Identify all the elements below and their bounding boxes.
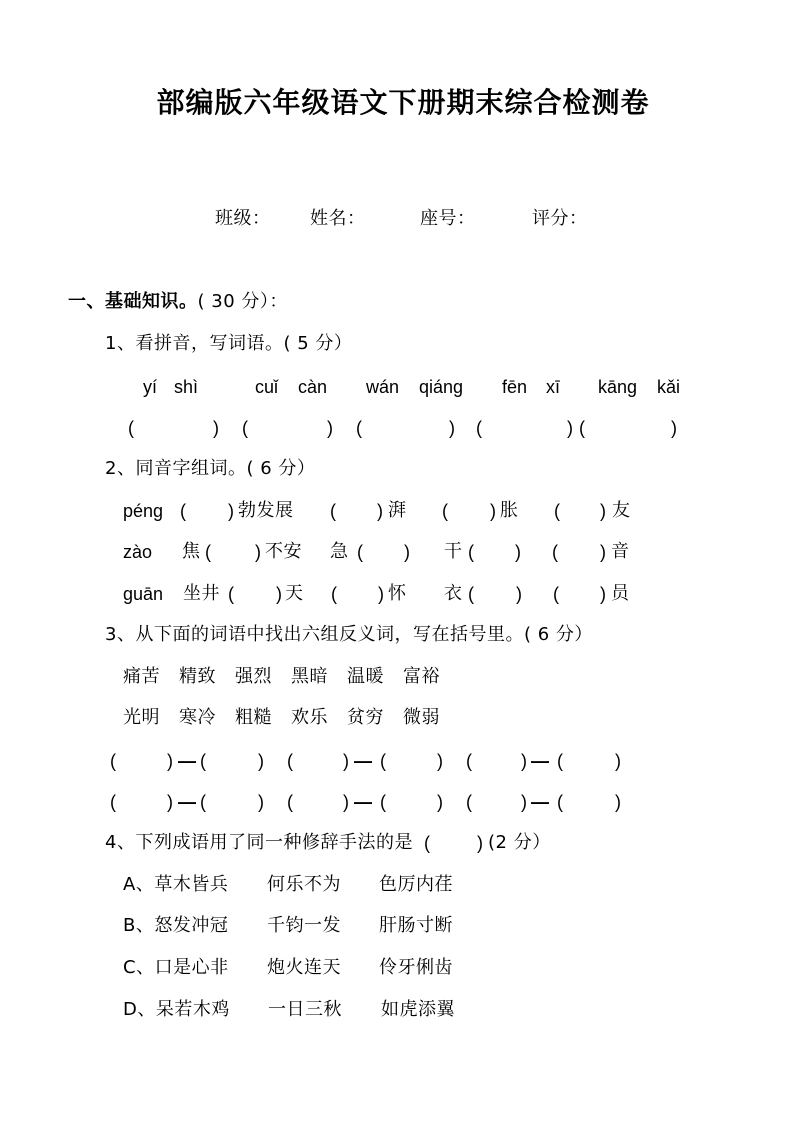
- word-option: 痛苦: [123, 666, 160, 687]
- class-label: 班级：: [215, 208, 271, 229]
- pinyin-syllable: qiáng: [419, 377, 464, 397]
- option-letter: C、: [123, 957, 155, 978]
- student-info-row: [0, 207, 794, 231]
- blank-open-paren: (: [200, 751, 206, 771]
- blank-close-paren: ): [615, 792, 621, 812]
- blank-close-paren: ): [671, 418, 677, 438]
- blank-open-paren: (: [242, 418, 248, 438]
- pair-dash: —: [354, 751, 372, 771]
- q3-prompt-row: [0, 623, 794, 647]
- idiom: 呆若木鸡: [155, 999, 230, 1020]
- blank-close-paren: ): [490, 501, 496, 521]
- pair-dash: —: [531, 792, 549, 812]
- blank-close-paren: ): [167, 792, 173, 812]
- q2-prompt-row: [0, 457, 794, 481]
- word-option: 欢乐: [291, 707, 328, 728]
- pinyin-syllable: xī: [546, 377, 561, 397]
- q1-prompt-row: [0, 332, 794, 356]
- pinyin-syllable: càn: [298, 377, 328, 397]
- blank-close-paren: ): [228, 501, 234, 521]
- word-option: 光明: [123, 707, 160, 728]
- blank-close-paren: ): [600, 584, 606, 604]
- word-fragment: 坐井: [183, 583, 220, 604]
- q3-word-row-1: [0, 665, 794, 689]
- word-fragment: 焦: [182, 541, 201, 562]
- homophone-pinyin: zào: [123, 542, 153, 562]
- pinyin-syllable: yí: [143, 377, 158, 397]
- blank-close-paren: ): [437, 792, 443, 812]
- q1-prompt: 1、看拼音，写词语。( 5 分）: [105, 333, 353, 354]
- name-label: 姓名：: [310, 208, 366, 229]
- blank-open-paren: (: [468, 542, 474, 562]
- blank-close-paren: ): [449, 418, 455, 438]
- blank-open-paren: (: [380, 792, 386, 812]
- idiom: 如虎添翼: [381, 999, 455, 1020]
- blank-open-paren: (: [331, 584, 337, 604]
- blank-close-paren: ): [167, 751, 173, 771]
- blank-close-paren: ): [343, 792, 349, 812]
- blank-close-paren: ): [255, 542, 261, 562]
- word-fragment: 不安: [265, 541, 302, 562]
- homophone-pinyin: péng: [123, 501, 164, 521]
- option-letter: B、: [123, 915, 155, 936]
- pinyin-syllable: kǎi: [657, 377, 681, 397]
- blank-close-paren: ): [258, 792, 264, 812]
- pair-dash: —: [178, 751, 196, 771]
- q4-option-c: [0, 956, 794, 980]
- blank-open-paren: (: [579, 418, 585, 438]
- q4-prompt: 4、下列成语用了同一种修辞手法的是: [105, 832, 413, 853]
- idiom: 草木皆兵: [154, 874, 229, 895]
- idiom: 何乐不为: [267, 874, 341, 895]
- option-first-group: [123, 956, 229, 980]
- idiom: 肝肠寸断: [379, 915, 453, 936]
- q4-option-a: [0, 873, 794, 897]
- word-option: 强烈: [235, 666, 272, 687]
- section-1-heading: 一、基础知识。: [68, 291, 198, 312]
- blank-open-paren: (: [424, 833, 430, 853]
- blank-close-paren: ): [600, 501, 606, 521]
- blank-close-paren: ): [515, 542, 521, 562]
- word-fragment: 天: [285, 583, 304, 604]
- pair-dash: —: [531, 751, 549, 771]
- idiom: 色厉内荏: [379, 874, 453, 895]
- word-option: 微弱: [403, 707, 440, 728]
- idiom: 口是心非: [154, 957, 229, 978]
- blank-open-paren: (: [442, 501, 448, 521]
- pair-dash: —: [178, 792, 196, 812]
- q4-option-d: [0, 998, 794, 1022]
- blank-open-paren: (: [356, 418, 362, 438]
- q4-points: (2 分）: [488, 832, 551, 853]
- q3-prompt: 3、从下面的词语中找出六组反义词，写在括号里。( 6 分）: [105, 624, 593, 645]
- blank-open-paren: (: [180, 501, 186, 521]
- blank-close-paren: ): [516, 584, 522, 604]
- blank-open-paren: (: [110, 792, 116, 812]
- blank-close-paren: ): [600, 542, 606, 562]
- word-option: 粗糙: [235, 707, 272, 728]
- blank-close-paren: ): [437, 751, 443, 771]
- seat-label: 座号：: [420, 208, 476, 229]
- section-1-points: ( 30 分）：: [197, 291, 288, 312]
- blank-close-paren: ): [258, 751, 264, 771]
- pinyin-syllable: cuǐ: [255, 377, 279, 397]
- blank-close-paren: ): [477, 833, 483, 853]
- blank-open-paren: (: [110, 751, 116, 771]
- word-fragment: 急: [330, 541, 349, 562]
- blank-close-paren: ): [343, 751, 349, 771]
- word-fragment: 友: [612, 500, 631, 521]
- q3-answer-row-2: [0, 790, 794, 814]
- blank-open-paren: (: [466, 751, 472, 771]
- pinyin-syllable: shì: [174, 377, 199, 397]
- blank-open-paren: (: [557, 751, 563, 771]
- blank-open-paren: (: [468, 584, 474, 604]
- pair-dash: —: [354, 792, 372, 812]
- q1-blanks-row: [0, 416, 794, 440]
- q2-row-peng: [0, 499, 794, 523]
- word-fragment: 干: [444, 541, 463, 562]
- blank-open-paren: (: [205, 542, 211, 562]
- blank-open-paren: (: [380, 751, 386, 771]
- word-option: 精致: [179, 666, 216, 687]
- word-fragment: 音: [611, 541, 630, 562]
- q3-answer-row-1: [0, 749, 794, 773]
- blank-open-paren: (: [466, 792, 472, 812]
- word-option: 贫穷: [347, 707, 384, 728]
- word-fragment: 胀: [500, 500, 519, 521]
- blank-close-paren: ): [276, 584, 282, 604]
- blank-open-paren: (: [476, 418, 482, 438]
- word-fragment: 勃发展: [238, 500, 294, 521]
- blank-open-paren: (: [200, 792, 206, 812]
- section-1-heading-row: [0, 290, 794, 314]
- pinyin-syllable: kāng: [598, 377, 638, 397]
- option-letter: A、: [123, 874, 155, 895]
- option-first-group: [123, 998, 230, 1022]
- blank-close-paren: ): [615, 751, 621, 771]
- blank-close-paren: ): [378, 584, 384, 604]
- q2-row-guan: [0, 582, 794, 606]
- word-option: 黑暗: [291, 666, 328, 687]
- blank-close-paren: ): [327, 418, 333, 438]
- word-option: 寒冷: [179, 707, 216, 728]
- word-fragment: 怀: [388, 583, 407, 604]
- q1-pinyin-row: [0, 375, 794, 399]
- option-first-group: [123, 914, 228, 938]
- idiom: 一日三秋: [268, 999, 342, 1020]
- score-label: 评分：: [532, 208, 588, 229]
- blank-close-paren: ): [521, 792, 527, 812]
- blank-close-paren: ): [521, 751, 527, 771]
- pinyin-syllable: fēn: [502, 377, 528, 397]
- blank-open-paren: (: [128, 418, 134, 438]
- q2-prompt: 2、同音字组词。( 6 分）: [105, 458, 316, 479]
- blank-close-paren: ): [567, 418, 573, 438]
- blank-open-paren: (: [287, 792, 293, 812]
- option-first-group: [123, 873, 228, 897]
- exam-title: 部编版六年级语文下册期末综合检测卷: [156, 86, 650, 119]
- pinyin-syllable: wán: [366, 377, 400, 397]
- q4-prompt-row: [0, 831, 794, 855]
- blank-open-paren: (: [357, 542, 363, 562]
- blank-close-paren: ): [377, 501, 383, 521]
- idiom: 炮火连天: [267, 957, 341, 978]
- blank-open-paren: (: [554, 501, 560, 521]
- word-option: 温暖: [347, 666, 384, 687]
- blank-open-paren: (: [330, 501, 336, 521]
- blank-open-paren: (: [287, 751, 293, 771]
- blank-open-paren: (: [228, 584, 234, 604]
- idiom: 怒发冲冠: [154, 915, 229, 936]
- q2-row-zao: [0, 540, 794, 564]
- word-fragment: 湃: [388, 500, 407, 521]
- option-letter: D、: [123, 999, 156, 1020]
- section-1-heading-group: [68, 290, 288, 314]
- blank-open-paren: (: [557, 792, 563, 812]
- word-fragment: 员: [611, 583, 630, 604]
- blank-open-paren: (: [553, 584, 559, 604]
- idiom: 千钧一发: [267, 915, 341, 936]
- blank-open-paren: (: [552, 542, 558, 562]
- homophone-pinyin: guān: [123, 584, 164, 604]
- idiom: 伶牙俐齿: [379, 957, 453, 978]
- blank-close-paren: ): [404, 542, 410, 562]
- word-option: 富裕: [403, 666, 440, 687]
- q3-word-row-2: [0, 706, 794, 730]
- blank-close-paren: ): [213, 418, 219, 438]
- q4-option-b: [0, 914, 794, 938]
- word-fragment: 衣: [444, 583, 463, 604]
